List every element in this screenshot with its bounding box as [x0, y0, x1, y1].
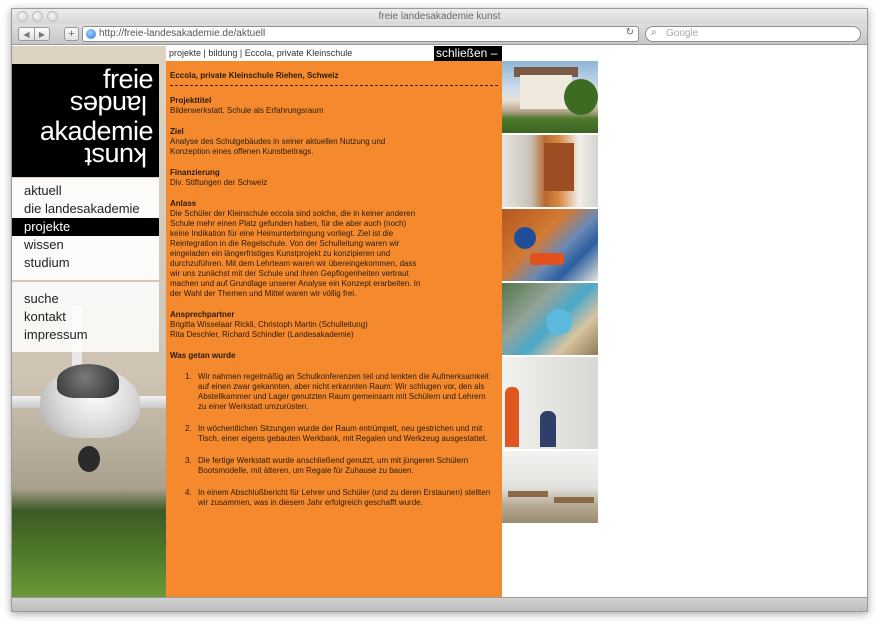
nav-item-aktuell[interactable]: aktuell: [24, 183, 62, 198]
add-bookmark-button[interactable]: +: [64, 27, 79, 41]
section-title: Anlass: [170, 199, 197, 208]
nav-item-impressum[interactable]: impressum: [24, 327, 88, 342]
list-item: [185, 456, 498, 476]
section-ansprechpartner: [170, 310, 498, 340]
logo-line-akademie: akademie: [39, 116, 153, 146]
web-page: [12, 46, 867, 599]
list-item: [185, 372, 498, 412]
primary-nav: [12, 178, 159, 280]
photo-drilling[interactable]: [502, 209, 598, 281]
steps-list: [170, 372, 498, 508]
step-text: Wir nahmen regelmäßig an Schulkonferenzen teil und lenkten die Aufmerksamkeit auf einen zwar gekannten, aber nicht erkannten Raum: Wir schlugen vor, den als Abstellkammer und Lager genutzten Raum gemeinsam mit Schülern und Lehrern zu einer Werkstatt umzurüsten.: [198, 372, 489, 411]
painter-figure: [505, 387, 519, 447]
photo-school-building[interactable]: [502, 61, 598, 133]
secondary-nav: [12, 282, 159, 352]
reload-icon[interactable]: ↻: [625, 27, 634, 38]
search-input[interactable]: [645, 26, 861, 42]
section-finanzierung: [170, 168, 498, 188]
search-icon: ⌕: [651, 27, 657, 38]
window-title: freie landesakademie kunst: [378, 11, 501, 22]
section-text: Bilderwerkstatt. Schule als Erfahrungsraum: [170, 106, 324, 115]
kneeling-figure: [540, 411, 556, 447]
step-number: 3.: [185, 456, 192, 465]
nav-item-kontakt[interactable]: kontakt: [24, 309, 66, 324]
globe-icon: [86, 29, 96, 39]
section-text: Div. Stiftungen der Schweiz: [170, 178, 268, 187]
section-ziel: [170, 127, 498, 157]
logo-line-kunst: kunst: [84, 142, 147, 172]
sidebar-photo: [12, 46, 166, 599]
section-title: Ansprechpartner: [170, 310, 235, 319]
section-text: Brigitta Wisselaar Rickli, Christoph Martin (Schulleitung) Rita Deschler, Richard Schindler (Landesakademie): [170, 320, 368, 339]
step-text: Die fertige Werkstatt wurde anschließend genutzt, um mit jüngeren Schülern Bootsmodelle, mit älteren, um Regale für Zuhause zu bauen.: [198, 456, 469, 475]
section-text: Analyse des Schulgebäudes in seiner aktuellen Nutzung und Konzeption eines offenen Kunstbeitrags.: [170, 137, 386, 156]
workbench-shape: [508, 491, 548, 497]
tree-shape: [564, 79, 598, 115]
step-text: In wöchentlichen Sitzungen wurde der Raum entrümpelt, neu gestrichen und mit Tisch, einer eigens gebauten Werkbank, mit Regalen und Werkzeug ausgestattet.: [198, 424, 488, 443]
nav-item-suche[interactable]: suche: [24, 291, 59, 306]
section-title: Was getan wurde: [170, 351, 236, 360]
article-heading: Eccola, private Kleinschule Riehen, Schweiz: [170, 71, 498, 86]
search-placeholder: Google: [666, 28, 699, 39]
mask-shape: [546, 309, 572, 335]
step-text: In einem Abschlußbericht für Lehrer und Schüler (und zu deren Erstaunen) stellten wir zusammen, was in diesem Jahr erfolgreich geschafft wurde.: [198, 488, 491, 507]
glider-canopy: [57, 364, 119, 398]
step-number: 4.: [185, 488, 192, 497]
title-bar: [12, 9, 867, 24]
photo-painting[interactable]: [502, 357, 598, 449]
site-logo[interactable]: [12, 64, 159, 177]
article-panel: [166, 61, 502, 599]
step-number: 2.: [185, 424, 192, 433]
nav-item-studium[interactable]: studium: [24, 255, 70, 270]
section-anlass: [170, 199, 498, 299]
section-projekttitel: [170, 96, 498, 116]
step-number: 1.: [185, 372, 192, 381]
browser-toolbar: [12, 24, 867, 45]
section-title: Projekttitel: [170, 96, 212, 105]
logo-line-landes: landes: [70, 90, 147, 120]
address-bar[interactable]: [82, 26, 639, 42]
door-shape: [544, 143, 574, 191]
photo-storage-room[interactable]: [502, 135, 598, 207]
list-item: [185, 424, 498, 444]
browser-window: [11, 8, 868, 612]
section-was-getan-wurde: [170, 351, 498, 361]
drill-shape: [530, 253, 564, 265]
section-title: Ziel: [170, 127, 184, 136]
nav-item-die-landesakademie[interactable]: die landesakademie: [24, 201, 140, 216]
breadcrumb[interactable]: projekte | bildung | Eccola, private Kleinschule: [166, 46, 502, 61]
nav-item-projekte[interactable]: projekte: [12, 218, 159, 236]
section-title: Finanzierung: [170, 168, 220, 177]
status-bar: [12, 597, 867, 611]
glider-wheel: [78, 446, 100, 472]
list-item: [185, 488, 498, 508]
back-button[interactable]: ◀: [18, 27, 34, 41]
nav-item-wissen[interactable]: wissen: [24, 237, 64, 252]
close-content-button[interactable]: schließen –: [434, 46, 502, 61]
section-text: Die Schüler der Kleinschule eccola sind solche, die in keiner anderen Schule mehr einen Platz gefunden haben, für die aber auch (noch) keine Indikation für eine Heimunterbringung vorliegt. Ziel ist die Reintegration in die Regelschule. Von der Schulleitung waren wir eingeladen ein längerfristiges Kunstprojekt zu konzipieren und durchzuführen. Mit dem Lehrteam waren wir übereingekommen, dass wir uns zunächst mit der Schule und ihren Gepflogenheiten vertraut machen und auf Grundlage unserer Analyse ein Konzept erarbeiten. In der Wahl der Themen und Mittel waren wir völlig frei.: [170, 209, 421, 298]
forward-button[interactable]: ▶: [34, 27, 50, 41]
nav-buttons: [18, 27, 50, 41]
ear-protector-shape: [514, 227, 536, 249]
photo-workshop[interactable]: [502, 451, 598, 523]
logo-line-freie: freie: [102, 64, 153, 94]
photo-sanding[interactable]: [502, 283, 598, 355]
url-text[interactable]: http://freie-landesakademie.de/aktuell: [99, 28, 266, 39]
table-shape: [554, 497, 594, 503]
